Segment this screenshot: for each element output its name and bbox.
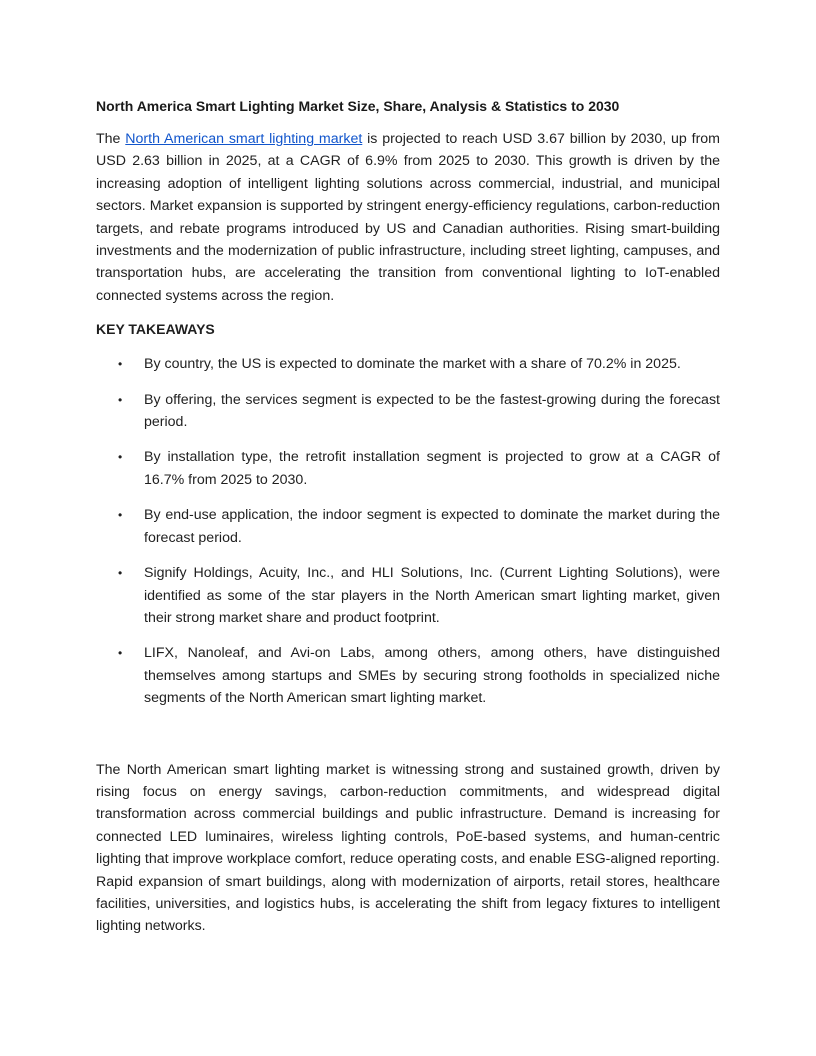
takeaway-text: LIFX, Nanoleaf, and Avi-on Labs, among others, among others, have distinguished themselves among startups and SMEs by securing strong footholds in specialized niche segments of the North American smart lighting market.	[144, 645, 720, 707]
document-title: North America Smart Lighting Market Size, Share, Analysis & Statistics to 2030	[96, 98, 620, 114]
list-item	[96, 642, 720, 709]
key-takeaways-heading: KEY TAKEAWAYS	[96, 321, 215, 338]
bullet-icon: •	[118, 508, 123, 523]
intro-paragraph	[96, 128, 720, 307]
intro-prefix: The	[96, 131, 126, 147]
bullet-icon: •	[118, 646, 123, 661]
key-takeaways-list	[96, 353, 720, 709]
takeaway-text: By installation type, the retrofit installation segment is projected to grow at a CAGR of 16.7% from 2025 to 2030.	[144, 449, 720, 488]
list-item	[96, 389, 720, 434]
closing-paragraph: The North American smart lighting market is witnessing strong and sustained growth, driven by rising focus on energy savings, carbon-reduction commitments, and widespread digital transformation across commercial buildings and public infrastructure. Demand is increasing for connected LED luminaires, wireless lighting controls, PoE-based systems, and human-centric lighting that improve workplace comfort, reduce operating costs, and enable ESG-aligned reporting. Rapid expansion of smart buildings, along with modernization of airports, retail stores, healthcare facilities, universities, and logistics hubs, is accelerating the shift from legacy fixtures to intelligent lighting networks.	[96, 761, 720, 935]
takeaway-text: Signify Holdings, Acuity, Inc., and HLI Solutions, Inc. (Current Lighting Solutions), were identified as some of the star players in the North American smart lighting market, given their strong market share and product footprint.	[144, 565, 720, 626]
list-item	[96, 504, 720, 549]
list-item	[96, 562, 720, 629]
bullet-icon: •	[118, 392, 123, 407]
takeaway-text: By country, the US is expected to dominate the market with a share of 70.2% in 2025.	[144, 356, 681, 373]
takeaway-text: By offering, the services segment is expected to be the fastest-growing during the forecast period.	[144, 391, 720, 431]
intro-suffix: is projected to reach USD 3.67 billion by 2030, up from USD 2.63 billion in 2025, at a CAGR of 6.9% from 2025 to 2030. This growth is driven by the increasing adoption of intelligent lighting solutions across commercial, industrial, and municipal sectors. Market expansion is supported by stringent energy-efficiency regulations, carbon-reduction targets, and rebate programs introduced by US and Canadian authorities. Rising smart-building investments and the modernization of public infrastructure, including street lighting, campuses, and transportation hubs, are accelerating the transition from conventional lighting to IoT-enabled connected systems across the region.	[96, 131, 721, 304]
section-spacer	[96, 723, 720, 759]
bullet-icon: •	[118, 566, 123, 581]
list-item	[96, 353, 720, 375]
list-item	[96, 446, 720, 491]
bullet-icon: •	[118, 357, 123, 372]
bullet-icon: •	[118, 450, 123, 465]
market-report-link[interactable]: North American smart lighting market	[125, 131, 363, 147]
takeaway-text: By end-use application, the indoor segment is expected to dominate the market during the forecast period.	[144, 507, 720, 546]
document-page	[96, 96, 720, 950]
